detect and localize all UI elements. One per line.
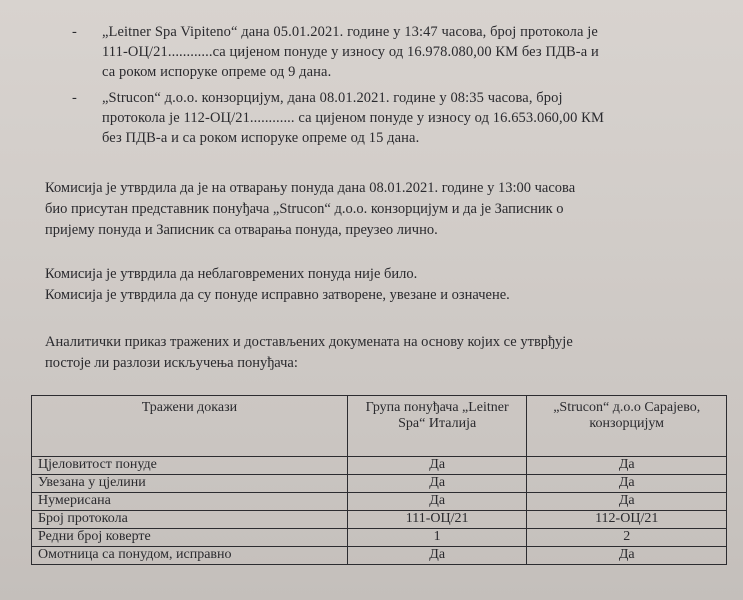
strucon-value: 2: [527, 529, 727, 547]
bullet-item: [72, 22, 722, 82]
bullet-marker: -: [72, 24, 77, 40]
leitner-value: Да: [347, 547, 527, 565]
leitner-value: Да: [347, 457, 527, 475]
paragraph: [45, 178, 725, 241]
table-row: [32, 493, 727, 511]
table-row: [32, 457, 727, 475]
leitner-value: Да: [347, 493, 527, 511]
row-label: Број протокола: [32, 511, 348, 529]
leitner-value: 111-ОЦ/21: [347, 511, 527, 529]
table-row: [32, 475, 727, 493]
strucon-value: Да: [527, 457, 727, 475]
text-line: Комисија је утврдила да су понуде исправно затворене, увезане и означене.: [45, 287, 510, 303]
row-label: Увезана у цјелини: [32, 475, 348, 493]
text-line: протокола је 112-ОЦ/21............ са цијеном понуде у износу од 16.653.060,00 КМ: [102, 110, 604, 126]
text-line: Комисија је утврдила да је на отварању понуда дана 08.01.2021. године у 13:00 часова: [45, 180, 576, 196]
table-header-row: [32, 396, 727, 457]
strucon-value: Да: [527, 475, 727, 493]
text-line: 111-ОЦ/21............са цијеном понуде у износу од 16.978.080,00 КМ без ПДВ-а и: [102, 44, 599, 60]
text-line: постоје ли разлози искључења понуђача:: [45, 355, 298, 371]
strucon-value: Да: [527, 547, 727, 565]
documents-table: [31, 395, 727, 565]
leitner-value: Да: [347, 475, 527, 493]
row-label: Омотница са понудом, исправно: [32, 547, 348, 565]
bullet-text: [102, 22, 722, 82]
text-line: пријему понуда и Записник са отварања понуда, преузео лично.: [45, 222, 438, 238]
text-line: Аналитички приказ тражених и достављених докумената на основу којих се утврђује: [45, 334, 573, 350]
row-label: Цјеловитост понуде: [32, 457, 348, 475]
bullet-marker: -: [72, 90, 77, 106]
bullet-text: [102, 88, 722, 148]
text-line: без ПДВ-а и са роком испоруке опреме од 15 дана.: [102, 130, 420, 146]
header-required-evidence: Тражени докази: [32, 396, 348, 457]
row-label: Редни број коверте: [32, 529, 348, 547]
leitner-value: 1: [347, 529, 527, 547]
text-line: био присутан представник понуђача „Strucon“ д.о.о. конзорцијум и да је Записник о: [45, 201, 564, 217]
table-row: [32, 547, 727, 565]
bullet-item: [72, 88, 722, 148]
strucon-value: Да: [527, 493, 727, 511]
table-row: [32, 529, 727, 547]
row-label: Нумерисана: [32, 493, 348, 511]
header-leitner: Група понуђача „Leitner Spa“ Италија: [347, 396, 527, 457]
text-line: са роком испоруке опреме од 9 дана.: [102, 64, 332, 80]
table-row: [32, 511, 727, 529]
strucon-value: 112-ОЦ/21: [527, 511, 727, 529]
paragraph: [45, 332, 725, 374]
text-line: „Strucon“ д.о.о. конзорцијум, дана 08.01.2021. године у 08:35 часова, број: [102, 90, 563, 106]
text-line: Комисија је утврдила да неблаговремених понуда није било.: [45, 266, 418, 282]
header-strucon: „Strucon“ д.о.о Сарајево, конзорцијум: [527, 396, 727, 457]
text-line: „Leitner Spa Vipiteno“ дана 05.01.2021. године у 13:47 часова, број протокола је: [102, 24, 598, 40]
paragraph: [45, 264, 725, 306]
